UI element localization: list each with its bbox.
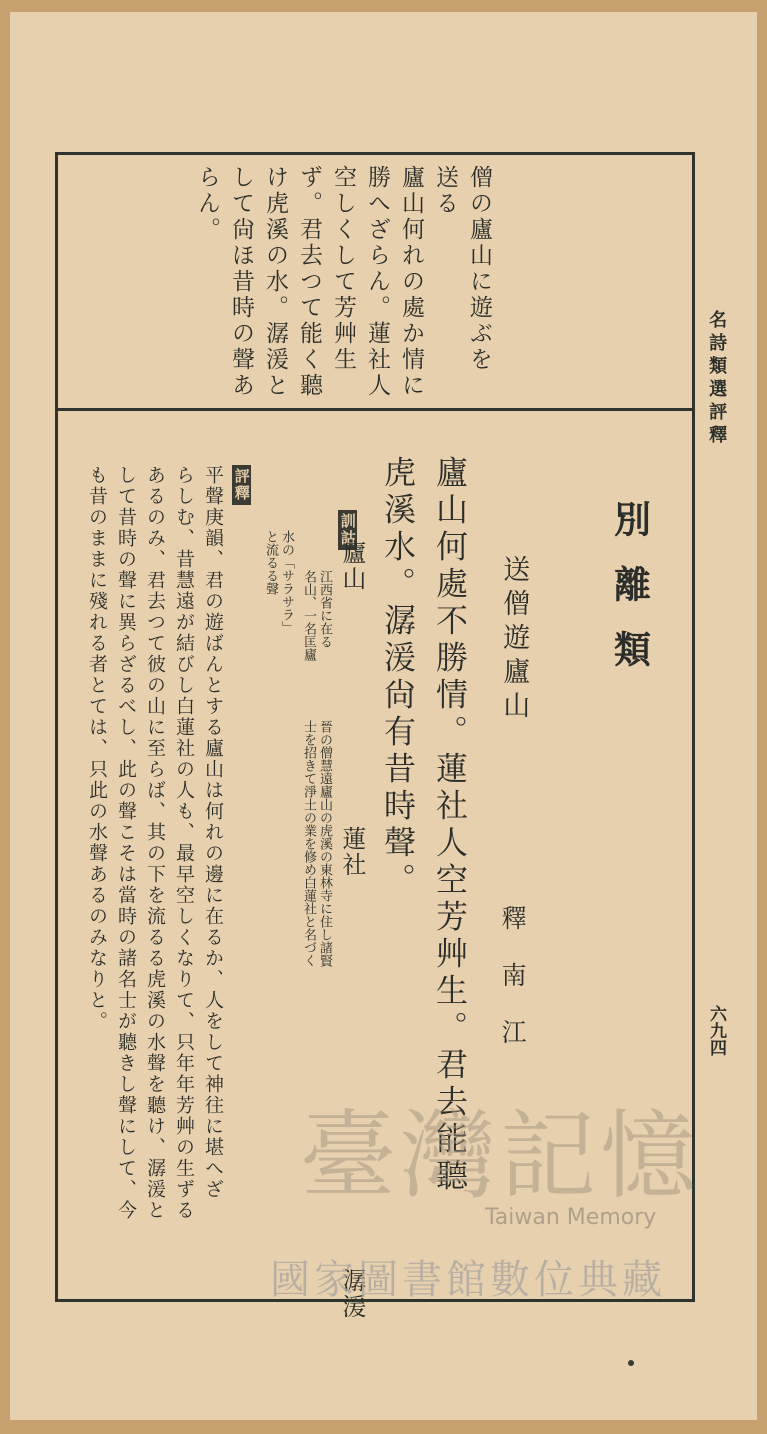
kunko-text: 廬山 蓮社 潺湲 xyxy=(337,540,366,1320)
ink-dot xyxy=(628,1360,634,1366)
watermark-library: 國家圖書館數位典藏 xyxy=(270,1257,666,1303)
kunko-label: 訓詁 xyxy=(338,510,357,550)
hyoshaku-label: 評釋 xyxy=(232,465,251,505)
note-lianshe: 晉の僧慧遠廬山の虎溪の東林寺に住し諸賢 士を招きて淨土の業を修め白蓮社と名づく xyxy=(301,720,332,967)
hyoshaku-label-wrap xyxy=(232,455,269,505)
poem-line: 虎溪水。潺湲尙有昔時聲。 xyxy=(379,455,417,900)
page-number: 六九四 xyxy=(706,1005,727,1056)
running-header: 名詩類選評釋 xyxy=(706,310,728,448)
frame-divider xyxy=(55,408,695,411)
poem-author: 釋南江 xyxy=(498,905,527,1076)
note-chanyuan: 水の「サラサラ」 と流るる聲 xyxy=(263,530,294,634)
kundoku-reading: 僧の廬山に遊ぶを 送る 廬山何れの處か情に 勝へざらん。蓮社人 空しくして芳艸生 ず。君去つて能く聽 け虎溪の水。潺湲と して尙ほ昔時の聲あ らん。 xyxy=(194,165,492,399)
poem-title: 送僧遊廬山 xyxy=(498,555,530,725)
watermark-english: Taiwan Memory xyxy=(485,1205,657,1230)
poem-line: 廬山何處不勝情。蓮社人空芳艸生。君去能聽 xyxy=(431,455,469,1196)
note-lushan: 江西省に在る 名山、一名匡廬 xyxy=(301,570,332,661)
category-title: 別離類 xyxy=(607,500,652,695)
hyoshaku-text: 平聲庚韻、君の遊ばんとする廬山は何れの邊に在るか、人をして神往に堪へざ らしむ、昔慧遠が結びし白蓮社の人も、最早空しくなりて、只年年芳艸の生ずる あるのみ、君去つて彼の山に至らば、其の下を流るる虎溪の水聲を聽け、潺湲と して昔時の聲に異らざるべし、此の聲こそは當時の諸名士が聽きし聲にして、今 も昔のままに殘れる者とては、只此の水聲あるのみなりと。 xyxy=(86,465,224,1221)
watermark-logo: 臺灣記憶 xyxy=(300,1100,700,1212)
